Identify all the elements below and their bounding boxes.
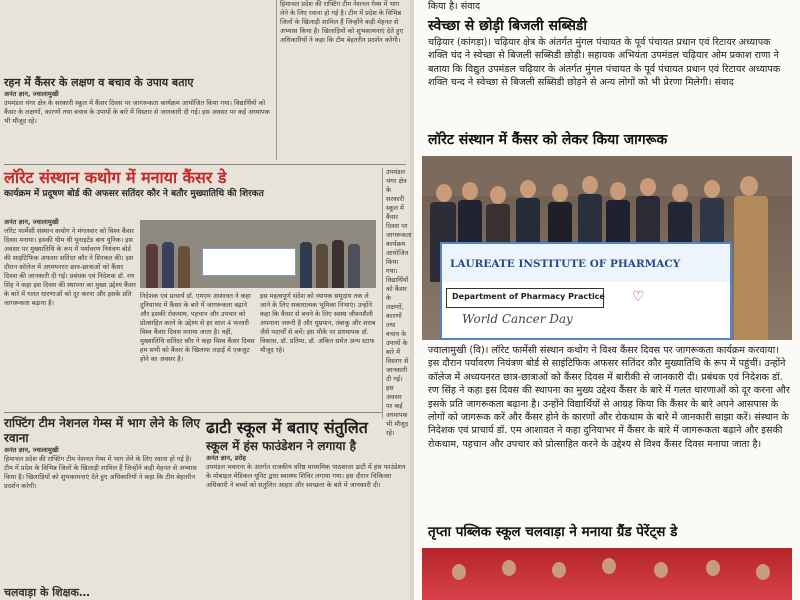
top-right-text: हिमाचल प्रदेश की राफ्टिंग टीम नेशनल गेम्स में भाग लेने के लिए रवाना हो गई है। टीम में प्रदेश के विभिन्न जिलों के खिलाड़ी शामिल हैं जिन्होंने कड़ी मेहनत से अभ्यास किया है। खिलाड़ियों को शुभकामनाएं देते हुए अधिकारियों ने कहा कि टीम बेहतरीन प्रदर्शन करेगी। xyxy=(280,0,404,44)
article-subsidy-body: चढ़ियार (कांगड़ा)। चढ़ियार क्षेत्र के अंतर्गत मुंगल पंचायत के पूर्व पंचायत प्रधान एवं रिटायर अध्यापक शक्ति चंद ने स्वेच्छा से बिजली सब्सिडी छोड़ी। सहायक अभियंता उपमंडल चढ़ियार ओम प्रकाश राणा ने बताया कि विद्युत उपमंडल चढ़ियार के अंतर्गत मुंगल पंचायत के पूर्व पंचायत प्रधान एवं रिटायर अध्यापक शक्ति चन्द ने स्वेच्छा से बिजली सब्सिडी छोड़ने से अन्य लोगों को भी प्रेरणा मिलेगी। संवाद xyxy=(428,37,781,89)
article-rafting-body: हिमाचल प्रदेश की राफ्टिंग टीम नेशनल गेम्स में भाग लेने के लिए रवाना हो गई है। टीम में प्रदेश के विभिन्न जिलों के खिलाड़ी शामिल हैं जिन्होंने कड़ी मेहनत से अभ्यास किया है। खिलाड़ियों को शुभकामनाएं देते हुए अधिकारियों ने कहा कि टीम बेहतरीन प्रदर्शन करेगी। xyxy=(4,455,197,490)
article-laureate-body1: लॉरेट फार्मेसी संस्थान कथोग ने मंगलवार को विश्व कैंसर दिवस मनाया। इसकी थीम थी यूनाइटेड बाय यूनिक। इस अवसर पर मुख्यातिथि के रूप में पर्यावरण नियंत्रण बोर्ड की साइंटिफिक अफसर सतिंदर कौर ने शिरकत की। इस दौरान कॉलेज में अध्ययनरत छात्र-छात्राओं को कैंसर दिवस की जानकारी दी गई। प्रबंधक एवं निदेशक डॉ. रण सिंह ने कहा इस दिवस की स्थापना का मुख्य उद्देश्य कैंसर के बारे में गलत धारणाओं को दूर करना और इसके प्रति जागरूकता बढ़ाना है। xyxy=(4,227,136,307)
article-rafting-dateline: अनंत ज्ञान, ज्वालामुखी xyxy=(4,446,59,454)
article-laureate-title: लॉरेट संस्थान कथोग में मनाया कैंसर डे xyxy=(4,168,227,187)
article-laureate-right-body: ज्वालामुखी (वि)। लॉरेट फार्मेसी संस्थान कथोग ने विश्व कैंसर दिवस पर जागरूकता कार्यक्रम करवाया। इस दौरान पर्यावरण नियंत्रण बोर्ड से साइंटिफिक अफसर सतिंदर कौर मुख्यातिथि के रूप में पहुंचीं। उन्होंने कॉलेज में अध्ययनरत छात्र-छात्राओं को कैंसर दिवस में बारीकी से जानकारी दी। प्रबंधक एवं निदेशक डॉ. रण सिंह ने कहा इस दिवस की स्थापना का मुख्य उद्देश्य कैंसर के बारे में गलत धारणाओं को दूर करना और इसके प्रति जागरूकता बढ़ाना है। उन्होंने विद्यार्थियों से आग्रह किया कि कैंसर के बारे अपने आसपास के लोगों को जागरूक करें और कैंसर होने के कारणों और रोकथाम के बारे में जानकारी साझा करें। संस्थान के निदेशक एवं प्राचार्य डॉ. एम आशावत ने कहा दुनियाभर में कैंसर के बारे में जागरूकता बढ़ाने और इसकी रोकथाम, पहचान और उपचार को प्रोत्साहित करने के उद्देश्य से विश्व कैंसर दिवस मनाया जाता है। xyxy=(428,345,790,450)
article-trupta-header xyxy=(428,522,790,544)
top-right-column xyxy=(280,0,406,160)
left-group-photo xyxy=(140,220,376,288)
article-cancer-symptoms xyxy=(4,76,274,162)
article-laureate-col1 xyxy=(4,218,136,398)
article-laureate-right-title: लॉरेट संस्थान में कैंसर को लेकर किया जागरूक xyxy=(428,132,668,148)
article-rafting xyxy=(4,416,200,592)
top-text-block xyxy=(4,0,272,72)
left-photo-banner xyxy=(202,248,296,276)
right-newspaper-clipping xyxy=(414,0,800,600)
banner-department: Department of Pharmacy Practice xyxy=(452,292,605,301)
article-dhati-body: उपमंडल भवारना के अंतर्गत राजकीय वरिष्ठ माध्यमिक पाठशाला ढाटी में हंस फाउंडेशन के मोबाइल मेडिकल यूनिट द्वारा स्वास्थ्य शिविर लगाया गया। इस दौरान चिकित्सा अधिकारी ने बच्चों को संतुलित आहार और स्वच्छता के बारे में जानकारी दी। xyxy=(206,463,406,489)
bottom-headline xyxy=(4,586,304,600)
article-cancer-symptoms-body: उपमंडल चंगर क्षेत्र के सरकारी स्कूल में कैंसर दिवस पर जागरूकता कार्यक्रम आयोजित किया गया। विद्यार्थियों को कैंसर के लक्षणों, कारणों तथा बचाव के उपायों के बारे में विस्तार से जानकारी दी गई। इस अवसर पर कई अध्यापक भी मौजूद रहे। xyxy=(4,99,270,125)
article-laureate-dateline: अनंत ज्ञान, ज्वालामुखी xyxy=(4,218,59,226)
right-edge-column xyxy=(386,168,412,437)
right-group-photo xyxy=(422,156,792,340)
article-trupta-title: तृप्ता पब्लिक स्कूल चलवाड़ा ने मनाया ग्रैंड पेरेंट्स डे xyxy=(428,524,678,540)
article-cancer-symptoms-dateline: अनंत ज्ञान, ज्वालामुखी xyxy=(4,90,59,98)
trupta-photo xyxy=(422,548,792,600)
article-dhati-school xyxy=(206,418,410,592)
article-laureate-body2: निदेशक एवं प्राचार्य डॉ. एमएम आशावत ने कहा दुनियाभर में कैंसर के बारे में जागरूकता बढ़ाने और इसकी रोकथाम, पहचान और उपचार को प्रोत्साहित करने के उद्देश्य से हर साल 4 फरवरी विश्व कैंसर दिवस मनाया जाता है। वहीं, मुख्यातिथि सतिंदर कौर ने कहा विश्व कैंसर दिवस हम सभी को कैंसर के खिलाफ लड़ाई में एकजुट होने का अवसर है। xyxy=(140,292,255,363)
right-photo-banner xyxy=(440,242,732,340)
article-dhati-dateline: अनंत ज्ञान, डरोह xyxy=(206,454,247,462)
article-dhati-subtitle: स्कूल में हंस फाउंडेशन ने लगाया है xyxy=(206,439,357,453)
right-top-line-text: किया है। संवाद xyxy=(428,1,481,12)
article-laureate-header xyxy=(4,168,384,220)
article-laureate-body3: इस महत्वपूर्ण संदेश को व्यापक समुदाय तक ले जाने के लिए सकारात्मक भूमिका निभाएं। उन्होंने कहा कि कैंसर से बचने के लिए स्वस्थ जीवनशैली अपनाना जरूरी है और धूम्रपान, तंबाकू और शराब जैसे पदार्थों से बचें। इस मौके पर प्राध्यापक डॉ. विकास, डॉ. प्रतिमा, डॉ. अंकित समेत अन्य स्टाफ मौजूद रहे। xyxy=(260,292,376,354)
article-electricity-subsidy xyxy=(428,16,790,128)
banner-signature: World Cancer Day xyxy=(462,312,573,326)
right-edge-text: उपमंडल चंगर क्षेत्र के सरकारी स्कूल में कैंसर दिवस पर जागरूकता कार्यक्रम आयोजित किया गया। विद्यार्थियों को कैंसर के लक्षणों, कारणों तथा बचाव के उपायों के बारे में विस्तार से जानकारी दी गई। इस अवसर पर कई अध्यापक भी मौजूद रहे। xyxy=(386,168,412,437)
ribbon-icon: ♡ xyxy=(632,289,645,305)
article-laureate-right-header xyxy=(428,130,790,152)
article-subsidy-title: स्वेच्छा से छोड़ी बिजली सब्सिडी xyxy=(428,18,588,34)
article-dhati-title: ढाटी स्कूल में बताए संतुलित xyxy=(206,418,368,437)
banner-title: LAUREATE INSTITUTE OF PHARMACY xyxy=(450,258,681,270)
right-top-line xyxy=(428,0,788,14)
article-cancer-symptoms-title: रहन में कैंसर के लक्षण व बचाव के उपाय बताए xyxy=(4,76,194,89)
article-laureate-col3 xyxy=(260,292,378,402)
bottom-headline-text: चलवाड़ा के शिक्षक… xyxy=(4,586,90,599)
article-rafting-title: राफ्टिंग टीम नेशनल गेम्स में भाग लेने के लिए रवाना xyxy=(4,416,201,445)
article-laureate-col2 xyxy=(140,292,256,402)
article-laureate-subtitle: कार्यक्रम में प्रदूषण बोर्ड की अफसर सतिंदर कौर ने बतौर मुख्यातिथि की शिरकत xyxy=(4,189,264,199)
article-laureate-right-body-block xyxy=(428,344,790,520)
